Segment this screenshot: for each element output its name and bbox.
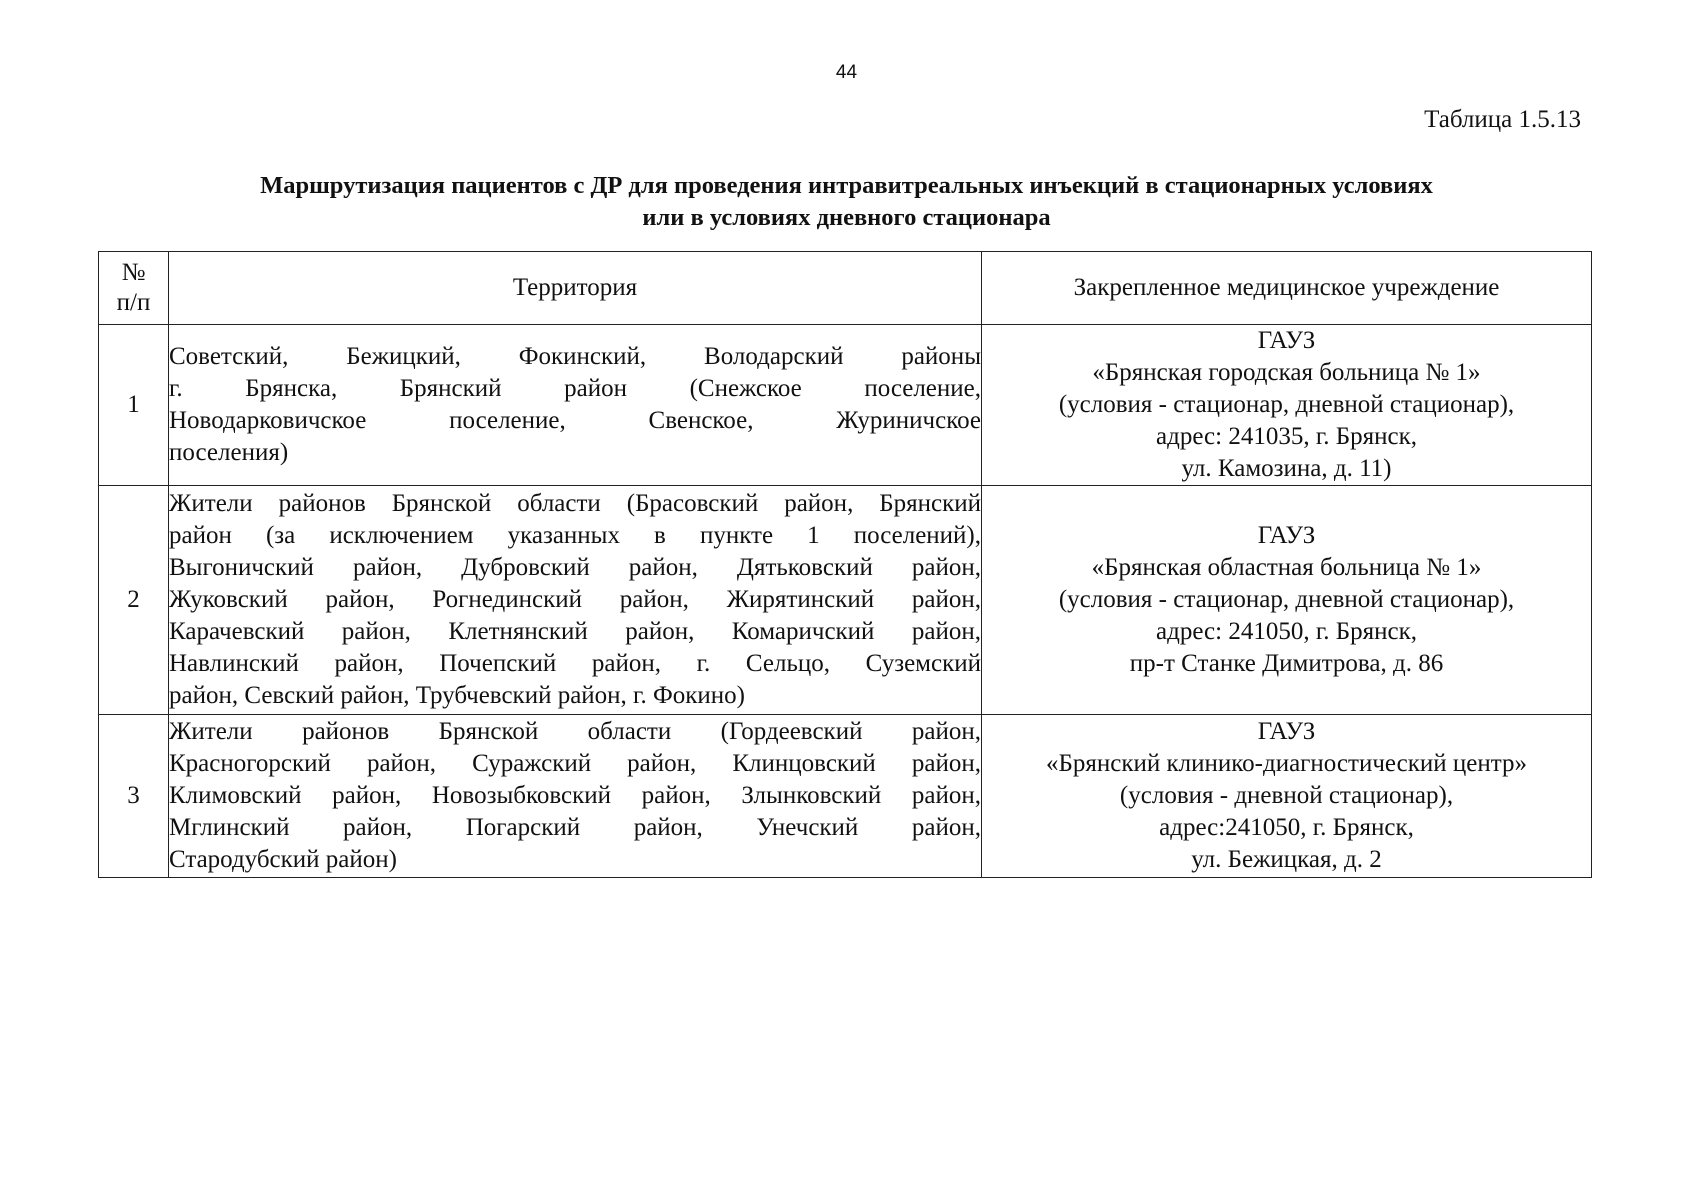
territory-line: район, Севский район, Трубчевский район, г. Фокино) bbox=[169, 682, 745, 709]
territory-line: Жители районов Брянской области (Брасовский район, Брянский bbox=[169, 490, 981, 517]
page-number: 44 bbox=[835, 62, 858, 83]
institution-line: ГАУЗ bbox=[1257, 327, 1316, 354]
row-number: 2 bbox=[99, 486, 169, 715]
header-institution: Закрепленное медицинское учреждение bbox=[982, 252, 1592, 325]
territory-line: г. Брянска, Брянский район (Снежское поселение, bbox=[169, 375, 981, 402]
table-row bbox=[99, 486, 1592, 715]
territory-line: Климовский район, Новозыбковский район, Злынковский район, bbox=[169, 782, 981, 809]
table-header-row bbox=[99, 252, 1592, 325]
territory-line: Жуковский район, Рогнединский район, Жирятинский район, bbox=[169, 586, 981, 613]
territory-line: Стародубский район) bbox=[169, 846, 397, 873]
routing-table bbox=[98, 251, 1592, 878]
territory-line: Жители районов Брянской области (Гордеевский район, bbox=[169, 718, 981, 745]
territory-line: Мглинский район, Погарский район, Унечский район, bbox=[169, 814, 981, 841]
table-label: Таблица 1.5.13 bbox=[1424, 106, 1581, 133]
title-line-1: Маршрутизация пациентов с ДР для проведения интравитреальных инъекций в стационарных условиях bbox=[260, 172, 1433, 199]
institution-line: пр-т Станке Димитрова, д. 86 bbox=[1129, 650, 1444, 677]
institution-line: ГАУЗ bbox=[1257, 718, 1316, 745]
institution-line: адрес: 241035, г. Брянск, bbox=[1156, 423, 1417, 450]
institution-line: ГАУЗ bbox=[1257, 522, 1316, 549]
table-row bbox=[99, 325, 1592, 486]
institution-line: (условия - стационар, дневной стационар), bbox=[1058, 391, 1515, 418]
territory-line: Красногорский район, Суражский район, Клинцовский район, bbox=[169, 750, 981, 777]
institution-line: «Брянская областная больница № 1» bbox=[1091, 554, 1482, 581]
territory-line: Советский, Бежицкий, Фокинский, Володарский районы bbox=[169, 343, 981, 370]
institution-line: адрес:241050, г. Брянск, bbox=[1159, 814, 1414, 841]
territory-cell bbox=[169, 325, 982, 486]
document-title bbox=[100, 170, 1593, 234]
institution-line: «Брянская городская больница № 1» bbox=[1092, 359, 1481, 386]
institution-line: (условия - стационар, дневной стационар), bbox=[1058, 586, 1515, 613]
title-line-2: или в условиях дневного стационара bbox=[642, 204, 1051, 231]
institution-line: (условия - дневной стационар), bbox=[1119, 782, 1454, 809]
institution-cell bbox=[982, 325, 1592, 486]
table-row bbox=[99, 715, 1592, 878]
territory-line: район (за исключением указанных в пункте 1 поселений), bbox=[169, 522, 981, 549]
institution-line: ул. Бежицкая, д. 2 bbox=[1191, 846, 1382, 873]
territory-cell bbox=[169, 715, 982, 878]
territory-line: Навлинский район, Почепский район, г. Сельцо, Суземский bbox=[169, 650, 981, 677]
territory-cell bbox=[169, 486, 982, 715]
institution-line: адрес: 241050, г. Брянск, bbox=[1156, 618, 1417, 645]
row-number: 3 bbox=[99, 715, 169, 878]
institution-line: ул. Камозина, д. 11) bbox=[1181, 455, 1392, 482]
header-number-symbol: № bbox=[121, 259, 146, 286]
header-number-abbr: п/п bbox=[116, 289, 151, 316]
row-number: 1 bbox=[99, 325, 169, 486]
institution-cell bbox=[982, 486, 1592, 715]
territory-line: Выгоничский район, Дубровский район, Дятьковский район, bbox=[169, 554, 981, 581]
institution-cell bbox=[982, 715, 1592, 878]
territory-line: Карачевский район, Клетнянский район, Комаричский район, bbox=[169, 618, 981, 645]
territory-line: Новодарковичское поселение, Свенское, Журиничское bbox=[169, 407, 981, 434]
header-number bbox=[99, 252, 169, 325]
territory-line: поселения) bbox=[169, 439, 289, 466]
institution-line: «Брянский клинико-диагностический центр» bbox=[1046, 750, 1527, 777]
header-territory: Территория bbox=[169, 252, 982, 325]
